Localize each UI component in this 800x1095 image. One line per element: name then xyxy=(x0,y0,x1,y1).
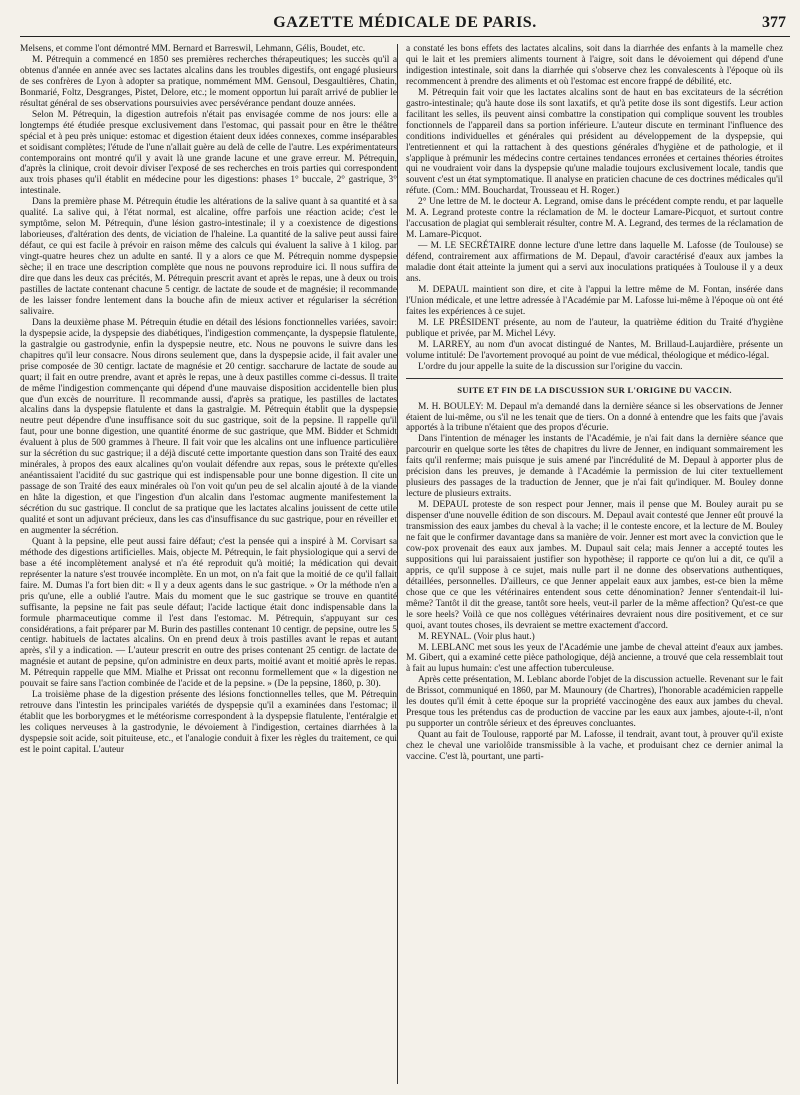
paragraph: L'ordre du jour appelle la suite de la discussion sur l'origine du vaccin. xyxy=(418,361,683,372)
paragraph: M. LARREY, au nom d'un avocat distingué de Nantes, M. Brillaud-Laujardière, présente un volume intitulé: De l'avortement provoqué au point de vue médical, théologique et médico-légal. xyxy=(406,339,783,361)
paragraph: M. Pétrequin a commencé en 1850 ses premières recherches thérapeutiques; les succès qu'il a obtenus d'année en année avec ses lactates alcalins dans les troubles digestifs, ont engagé plusieurs de ses confrères de Lyon à adopter sa pratique, nommément MM. Gensoul, Desgaultières, Chatin, Bonmarié, Foltz, Desgranges, Pistet, Delore, etc.; le moment opportun lui paraît arrivé de publier le résultat général de ses observations poursuivies avec persévérance pendant douze années. xyxy=(20,54,397,109)
paragraph: M. DEPAUL proteste de son respect pour Jenner, mais il pense que M. Bouley aurait pu se dispenser d'une nouvelle édition de son discours. M. Depaul avait contesté que Jenner eût prouvé la transmission des eaux jambes du cheval à la vache; il le conteste encore, et la lecture de M. Bouley ne fait que le confirmer davantage dans sa manière de voir. Jenner est mort avec la conviction que le cow-pox provenait des eaux aux jambes. M. Dupaul sait cela; mais Jenner a accepté toutes les suppositions qui lui paraissaient justifier son hypothèse; il rapporte ce qu'on lui a dit, ce qu'il a appris, ce qu'il suppose à ce sujet, mais nulle part il ne donne des observations authentiques, détaillées, personnelles. D'ailleurs, ce que Jenner appelait eaux aux jambes, est-ce bien la même chose que ce que les vétérinaires entendent sous cette dénomination? Jenner s'entendait-il lui-même? Tantôt il dit the grease, tantôt sore heels, veut-il parler de la même affection? Qu'est-ce que le sore heels? Voilà ce que nos collègues vétérinaires devraient nous dire positivement, et ce sur quoi, avant toutes choses, ils devraient se mettre exactement d'accord. xyxy=(406,500,783,631)
paragraph: Melsens, et comme l'ont démontré MM. Bernard et Barreswil, Lehmann, Gélis, Boudet, etc. xyxy=(20,44,366,54)
paragraph: M. LEBLANC met sous les yeux de l'Académie une jambe de cheval atteint d'eaux aux jambes. M. Gibert, qui a examiné cette pièce pathologique, déjà ancienne, a trouvé que cela ressemblait tout à fait au lupus humain: c'est une affection tuberculeuse. xyxy=(406,642,783,675)
section-heading: SUITE ET FIN DE LA DISCUSSION SUR L'ORIGINE DU VACCIN. xyxy=(457,384,732,395)
paragraph: Dans la deuxième phase M. Pétrequin étudie en détail des lésions fonctionnelles variées, savoir: la dyspepsie acide, la dyspepsie des diabétiques, l'indigestion commençante, la dyspepsie flatulente, la gastralgie ou gastrodynie, enfin la dyspepsie neutre, etc. Nous ne pouvons le suivre dans les chapitres qu'il leur consacre. Nous dirons seulement que, dans la dyspepsie acide, il fait avaler une prise composée de 30 centigr. lactate de magnésie et 20 centigr. saccharure de lactate de soude au quart; il fait en outre prendre, avant et après le repas, une à deux pastilles comme ci-dessus. Il traite de même l'indigestion commençante qui dépend d'une mauvaise disposition accidentelle bien plus que d'un excès de nourriture. Il recommande aussi, d'après sa pratique, les pastilles de lactates alcalins dans la dyspepsie flatulente et dans la gastralgie. M. Pétrequin établit que la dyspepsie neutre peut dépendre d'une insuffisance soit du suc gastrique, soit de la pepsine. Il rappelle qu'il faut, pour une bonne digestion, une quantité énorme de suc gastrique, que MM. Bidder et Schmidt évaluent à plus de 500 grammes à l'heure. Il fait voir que les alcalins ont une influence particulière sur la sécrétion du suc gastrique; il a déjà discuté cette importante question dans son Traité des eaux minérales, à propos des eaux alcalines qu'on voulait défendre aux repas, sous le prétexte qu'elles anéantissaient l'acidité du suc gastrique qui est indispensable pour une bonne digestion. Il cite un passage de son Traité des eaux minérales où l'on voit qu'un peu de sel alcalin ajouté à de la viande en hâte la digestion, et que l'ingestion d'un alcalin dans l'estomac augmente manifestement la sécrétion du suc gastrique. Il conclut de sa pratique que les lactates alcalins jouissent de cette utile qualité et sont un adjuvant précieux, dans les cas d'insuffisance du suc gastrique, pour en réveiller et en augmenter la sécrétion. xyxy=(20,317,397,536)
column-rule xyxy=(397,44,398,1084)
page-header xyxy=(20,14,790,37)
paragraph: 2° Une lettre de M. le docteur A. Legrand, omise dans le précédent compte rendu, et par laquelle M. A. Legrand proteste contre la réclamation de M. le docteur Lamare-Picquot, et surtout contre l'accusation de plagiat qui semblerait résulter, contre M. A. Legrand, des termes de la réclamation de M. Lamare-Picquot. xyxy=(406,197,783,241)
paragraph: M. H. BOULEY: M. Depaul m'a demandé dans la dernière séance si les observations de Jenner étaient de lui-même, ou s'il ne les tenait que de tiers. On a donné à entendre que les faits que j'avais apportés à la tribune n'étaient que des propos d'écurie. xyxy=(406,401,783,434)
paragraph: Quant au fait de Toulouse, rapporté par M. Lafosse, il tendrait, avant tout, à prouver qu'il existe chez le cheval une variolôide transmissible à la vache, et produisant chez ce dernier animal la vaccine. C'est là, pourtant, une parti- xyxy=(406,730,783,763)
left-column xyxy=(20,44,397,1084)
paragraph: Selon M. Pétrequin, la digestion autrefois n'était pas envisagée comme de nos jours: elle a longtemps été étudiée presque exclusivement dans l'estomac, qui passait pour en être le théâtre spécial et à peu près unique: estomac et digestion étaient deux idées connexes, comme inséparables et soidisant complètes; l'étude de l'une n'allait guère au delà de celle de l'autre. Les expérimentateurs contemporains ont montré qu'il y avait là une grande lacune et une grave erreur. M. Pétrequin, d'après la clinique, croit devoir diviser l'exposé de ses recherches en trois parties qui correspondent aux trois phases qu'il établit en médecine pour les digestions: phases 1° buccale, 2° gastrique, 3° intestinale. xyxy=(20,109,397,197)
paragraph: M. REYNAL. (Voir plus haut.) xyxy=(418,631,535,642)
paragraph: M. DEPAUL maintient son dire, et cite à l'appui la lettre même de M. Fontan, insérée dans l'Union médicale, et une lettre adressée à l'Académie par M. Lafosse lui-même à l'époque où ont été faites les expériences à ce sujet. xyxy=(406,284,783,317)
paragraph: Quant à la pepsine, elle peut aussi faire défaut; c'est la pensée qui a inspiré à M. Corvisart sa méthode des digestions artificielles. Mais, objecte M. Pétrequin, le fait physiologique qui a servi de base a été incomplètement analysé et n'a été reproduit qu'à moitié; la médication qui devait représenter la nature s'est trouvée incomplète. En un mot, on n'a fait que la moitié de ce qu'il fallait faire. M. Dumas l'a fort bien dit: « Il y a deux agents dans le suc gastrique. » Or la méthode n'en a pris qu'une, elle a oublié l'autre. Mais du moment que le suc gastrique se trouve en quantité suffisante, la pepsine ne fait pas seule défaut; l'acide lactique était donc indispensable dans la formule pharmaceutique comme il l'est dans l'estomac. M. Pétrequin, s'appuyant sur ces considérations, a fait préparer par M. Burin des pastilles contenant 10 centigr. de pepsine, outre les 5 centigr. habituels de lactates alcalins. On en prend deux à trois pastilles avant le repas et autant après, s'il y a indication. — L'auteur prescrit en outre des prises contenant 25 centigr. de lactate de magnésie et autant de pepsine, qu'on administre en deux parts, moitié avant et moitié après le repas. M. Pétrequin rappelle que MM. Mialhe et Prissat ont reconnu formellement que « la digestion ne pouvait se faire sans l'action combinée de l'acide et de la pepsine. » (De la pepsine, 1860, p. 30). xyxy=(20,536,397,690)
right-column xyxy=(406,44,783,1084)
paragraph: Après cette présentation, M. Leblanc aborde l'objet de la discussion actuelle. Revenant sur le fait de Brissot, communiqué en 1860, par M. Maunoury (de Chartres), l'honorable académicien rappelle les doutes qu'il émit à cette époque sur la propriété vaccinogène des eaux aux jambes du cheval. Presque tous les prétendus cas de production de vaccine par les eaux aux jambes, ajoute-t-il, n'ont pu supporter un contrôle sérieux et des épreuves concluantes. xyxy=(406,675,783,730)
paragraph: — M. LE SECRÉTAIRE donne lecture d'une lettre dans laquelle M. Lafosse (de Toulouse) se défend, contrairement aux affirmations de M. Depaul, d'avoir caractérisé d'eaux aux jambes la maladie dont était atteinte la jument qui a servi aux inoculations pratiquées à Toulouse il y a deux ans. xyxy=(406,241,783,285)
paragraph: M. Pétrequin fait voir que les lactates alcalins sont de haut en bas excitateurs de la sécrétion gastro-intestinale; qu'à haute dose ils sont laxatifs, et qu'à petite dose ils sont digestifs. Leur action facilitant les selles, ils peuvent ainsi combattre la constipation qui complique souvent les troubles fonctionnels de l'appareil dans sa portion inférieure. L'auteur discute en terminant l'influence des conditions individuelles et générales qui président au développement de la dyspepsie, qui l'entretiennent et qui la rattachent à des questions générales d'hygiène et de pathologie, et il s'applique à prémunir les médecins contre certaines tendances erronées et certaines théories étroites qui ne voudraient voir dans la dyspepsie qu'une maladie toujours exclusivement locale, tandis que souvent c'est un état symptomatique. Il analyse en praticien chacune de ces doctrines médicales qu'il réfute. (Com.: MM. Bouchardat, Trousseau et H. Roger.) xyxy=(406,87,783,197)
journal-title: GAZETTE MÉDICALE DE PARIS. xyxy=(273,14,537,31)
paragraph: M. LE PRÉSIDENT présente, au nom de l'auteur, la quatrième édition du Traité d'hygiène publique et privée, par M. Michel Lévy. xyxy=(406,317,783,339)
paragraph: Dans l'intention de ménager les instants de l'Académie, je n'ai fait dans la dernière séance que parcourir en quelque sorte les têtes de chapitres du livre de Jenner, en indiquant sommairement les faits qu'il renferme; mais puisque je suis amené par l'incrédulité de M. Depaul à apporter plus de précision dans les preuves, je demande à l'Académie la permission de lui citer textuellement plusieurs des passages de la traduction de Jenner, que je n'ai fait qu'indiquer. M. Bouley donne lecture de plusieurs extraits. xyxy=(406,434,783,500)
paragraph: a constaté les bons effets des lactates alcalins, soit dans la diarrhée des enfants à la mamelle chez qui le lait et les premiers aliments tournent à l'aigre, soit dans le dévoiement qui dépend d'une indigestion intestinale, soit dans la diarrhée qui s'observe chez les convalescents à l'époque où ils recommencent à prendre des aliments et où l'estomac est encore frappé de débilité, etc. xyxy=(406,44,783,87)
paragraph: La troisième phase de la digestion présente des lésions fonctionnelles telles, que M. Pétrequin retrouve dans l'intestin les principales variétés de dyspepsie qu'il a examinées dans l'estomac; il établit que les borborygmes et le météorisme correspondent à la dyspepsie flatulente, l'entéralgie et les coliques nerveuses à la gastrodynie, le dévoiement à l'indigestion, certaines diarrhées à la dyspepsie soit acide, soit pituiteuse, etc., et l'analogie conduit à fixer les règles du traitement, ce qui est le point capital. L'auteur xyxy=(20,690,397,755)
section-divider xyxy=(406,378,783,379)
paragraph: Dans la première phase M. Pétrequin étudie les altérations de la salive quant à sa quantité et à sa qualité. La salive qui, à l'état normal, est alcaline, offre parfois une réaction acide; c'est le symptôme, selon M. Pétrequin, d'une lésion gastro-intestinale; il y a coexistence de digestions laborieuses, d'altération des dents, de viciation de l'haleine. La quantité de la salive peut aussi faire défaut, ce qui est facile à prévoir en raison même des calculs qui évaluent la salive à 1 kilog. par vingt-quatre heures chez un adulte en santé. Il y a alors ce que M. Pétrequin nomme dyspepsie sèche; il en trace une description complète que nous ne pouvons reproduire ici. Il nous suffira de dire que dans les deux cas précités, M. Pétrequin prescrit avant et après le repas, une à deux ou trois pastilles de lactate contenant chacune 5 centigr. de lactate de soude et de magnésie; il recommande de les laisser fondre lentement dans la bouche afin de mieux activer et régulariser la sécrétion salivaire. xyxy=(20,197,397,317)
page-number: 377 xyxy=(762,14,786,31)
